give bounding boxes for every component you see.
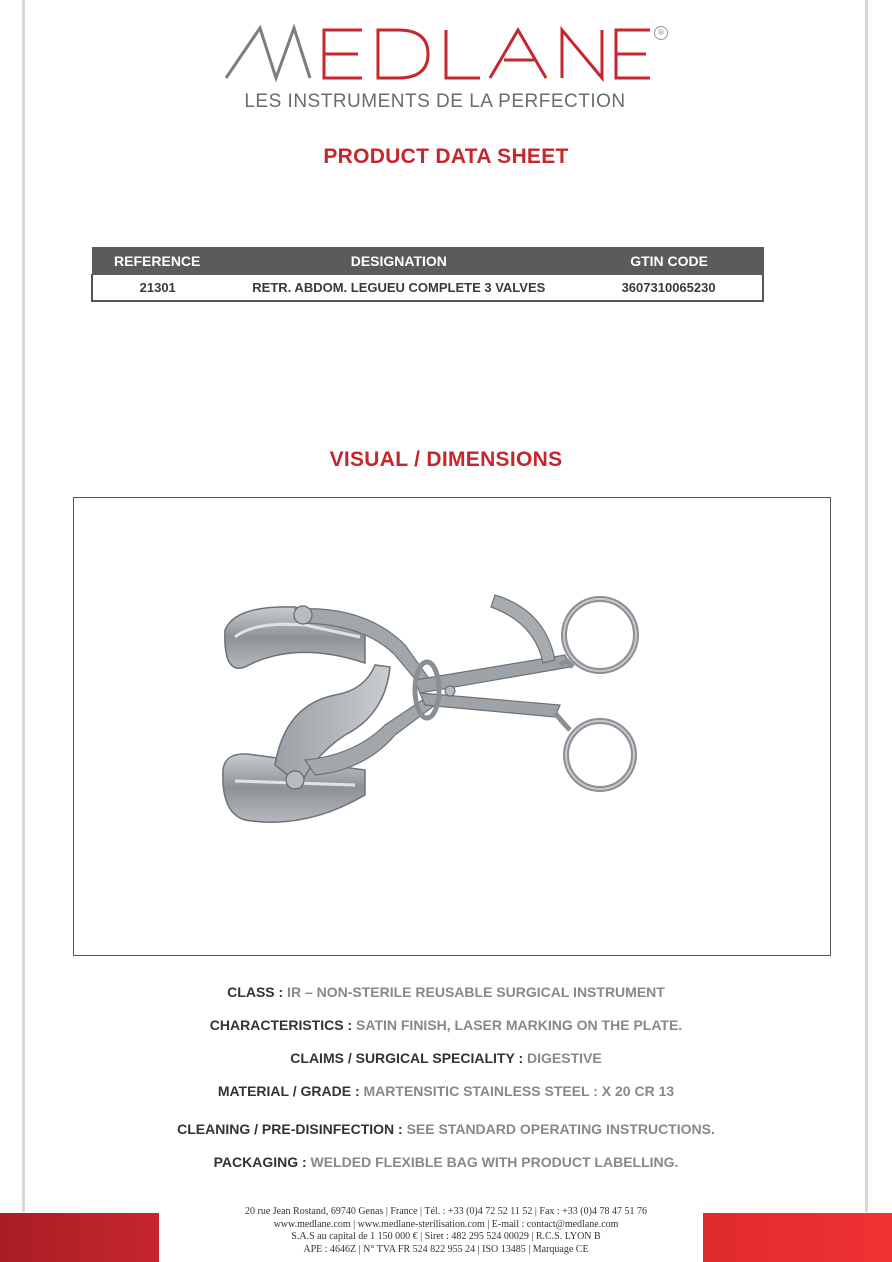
retractor-instrument-image	[215, 585, 675, 845]
registered-mark: ®	[654, 26, 668, 40]
reference-table	[91, 247, 764, 302]
spec-cleaning: CLEANING / PRE-DISINFECTION : SEE STANDARD OPERATING INSTRUCTIONS.	[177, 1121, 715, 1137]
cell-gtin: 3607310065230	[575, 275, 763, 302]
table-row	[92, 275, 763, 302]
medlane-logo-mark	[222, 24, 662, 84]
footer-line-3: S.A.S au capital de 1 150 000 € | Siret : 482 295 524 00029 | R.C.S. LYON B	[291, 1231, 601, 1242]
spec-packaging: PACKAGING : WELDED FLEXIBLE BAG WITH PRODUCT LABELLING.	[213, 1154, 679, 1170]
medlane-logo	[222, 24, 672, 84]
footer-line-4: APE : 4646Z | N° TVA FR 524 822 955 24 | ISO 13485 | Marquage CE	[303, 1243, 589, 1255]
header-gtin: GTIN CODE	[575, 248, 763, 275]
footer-line-2: www.medlane.com | www.medlane-sterilisation.com | E-mail : contact@medlane.com	[273, 1218, 619, 1230]
visual-dimensions-title: VISUAL / DIMENSIONS	[329, 448, 563, 471]
spec-claims: CLAIMS / SURGICAL SPECIALITY : DIGESTIVE	[290, 1050, 602, 1066]
cell-reference: 21301	[92, 275, 222, 302]
spec-class: CLASS : IR – NON-STERILE REUSABLE SURGICAL INSTRUMENT	[227, 984, 665, 1000]
tagline: LES INSTRUMENTS DE LA PERFECTION	[244, 91, 626, 112]
spec-characteristics: CHARACTERISTICS : SATIN FINISH, LASER MARKING ON THE PLATE.	[209, 1017, 683, 1033]
cell-designation: RETR. ABDOM. LEGUEU COMPLETE 3 VALVES	[222, 275, 575, 302]
footer-address	[0, 1206, 892, 1256]
header-designation: DESIGNATION	[222, 248, 575, 275]
product-data-sheet-title: PRODUCT DATA SHEET	[323, 145, 569, 168]
spec-material: MATERIAL / GRADE : MARTENSITIC STAINLESS STEEL : X 20 CR 13	[217, 1083, 675, 1099]
header-reference: REFERENCE	[92, 248, 222, 275]
footer-line-1: 20 rue Jean Rostand, 69740 Genas | France | Tél. : +33 (0)4 72 52 11 52 | Fax : +33 (0)4 78 47 51 76	[245, 1206, 647, 1217]
